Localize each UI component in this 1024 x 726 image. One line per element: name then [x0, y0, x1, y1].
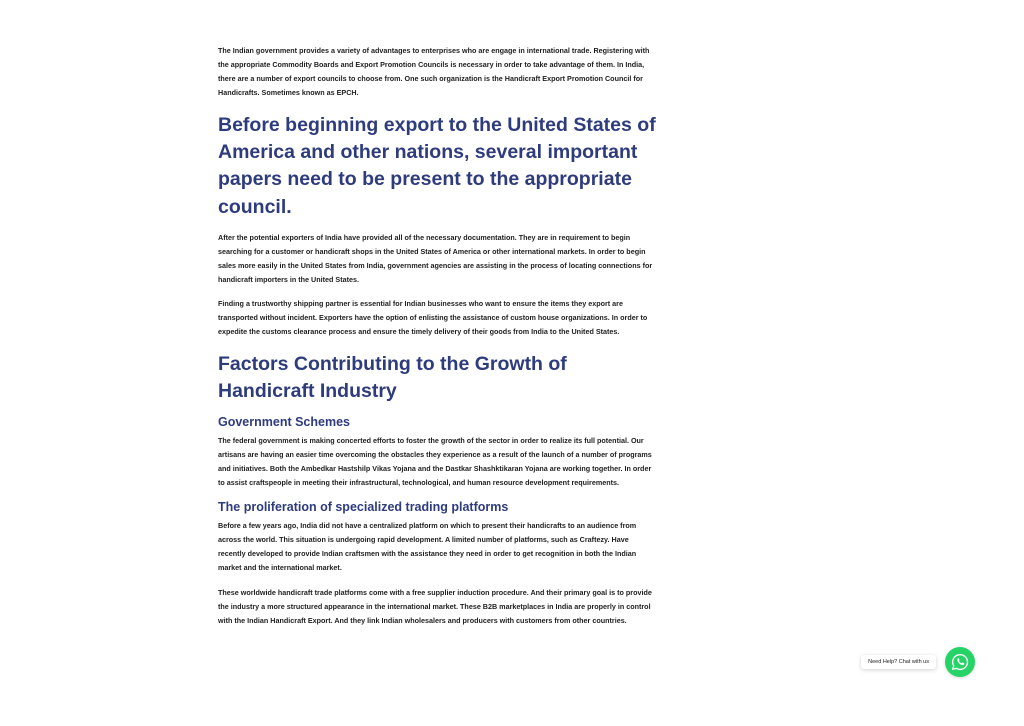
b2b-platforms-paragraph: These worldwide handicraft trade platforms come with a free supplier induction procedure. And their primary goal is to provide the industry a more structured appearance in the international market. These B2B marketplaces in India are properly in control with the Indian Handicraft Export. And they link Indian wholesalers and producers with customers from other countries. — [218, 588, 652, 626]
trading-platforms-paragraph: Before a few years ago, India did not have a centralized platform on which to present their handicrafts to an audience from across the world. This situation is undergoing rapid development. A limited number of platforms, such as Craftezy. Have recently developed to provide Indian craftsmen with the assistance they need in order to get recognition in both the Indian market and the international market. — [218, 521, 637, 573]
chat-help-widget[interactable] — [861, 647, 975, 677]
intro-paragraph: The Indian government provides a variety of advantages to enterprises who are engage in international trade. Registering with the appropriate Commodity Boards and Export Promotion Councils is necessary in order to take advantage of them. In India, there are a number of export councils to choose from. One such organization is the Handicraft Export Promotion Council for Handicrafts. Sometimes known as EPCH. — [218, 46, 650, 97]
article-content — [218, 44, 658, 638]
documentation-paragraph: After the potential exporters of India have provided all of the necessary documentation. They are in requirement to begin searching for a customer or handicraft shops in the United States of America or other international markets. In order to begin sales more easily in the United States from India, government agencies are assisting in the process of locating connections for handicraft importers in the United States. — [218, 232, 653, 284]
government-schemes-paragraph: The federal government is making concerted efforts to foster the growth of the sector in order to realize its full potential. Our artisans are having an easier time overcoming the obstacles they experience as a result of the launch of a number of programs and initiatives. Both the Ambedkar Hastshilp Vikas Yojana and the Dastkar Shashktikaran Yojana are working together. In order to assist craftspeople in meeting their infrastructural, technological, and human resource development requirements. — [218, 436, 652, 488]
shipping-paragraph: Finding a trustworthy shipping partner is essential for Indian businesses who want to ensure the items they export are transported without incident. Exporters have the option of enlisting the assistance of custom house organizations. In order to expedite the customs clearance process and ensure the timely delivery of their goods from India to the United States. — [218, 298, 648, 336]
whatsapp-chat-button[interactable] — [945, 647, 975, 677]
subheading-trading-platforms: The proliferation of specialized trading platforms — [218, 500, 509, 515]
chat-help-label[interactable]: Need Help? Chat with us — [861, 655, 936, 669]
heading-export-papers: Before beginning export to the United States of America and other nations, several important papers need to be present to the appropriate council. — [218, 114, 656, 218]
whatsapp-icon — [951, 653, 969, 671]
heading-growth-factors: Factors Contributing to the Growth of Handicraft Industry — [218, 352, 567, 403]
subheading-government-schemes: Government Schemes — [218, 415, 350, 430]
